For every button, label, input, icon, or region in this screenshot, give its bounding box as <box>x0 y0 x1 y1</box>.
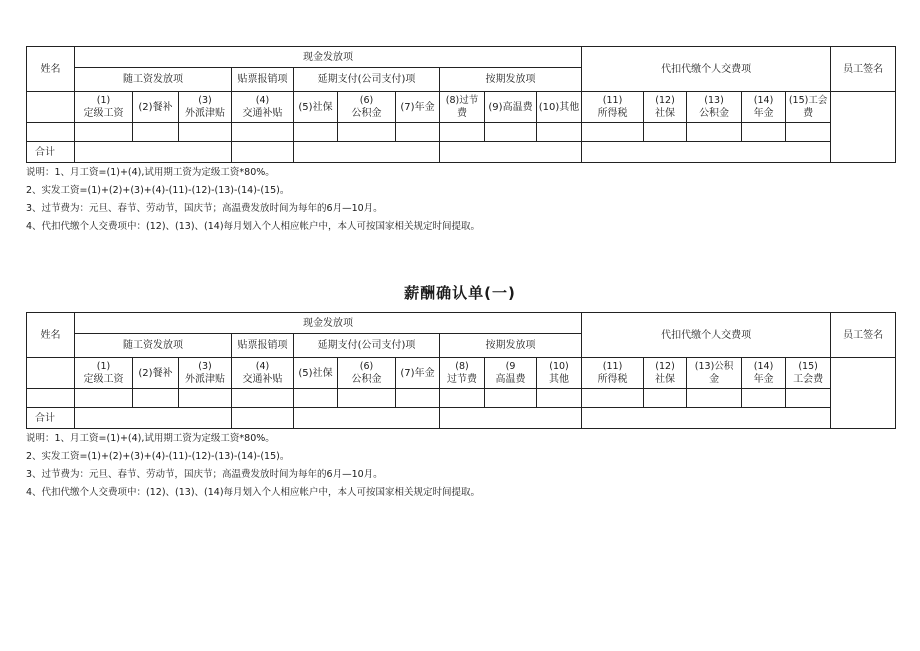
scheduled-items-header: 按期发放项 <box>440 334 582 358</box>
item-header: (3) 外派津贴 <box>179 358 232 389</box>
value-cell[interactable] <box>687 389 742 408</box>
note-line: 4、代扣代缴个人交费项中：(12)、(13)、(14)每月划入个人相应帐户中，本人可按国家相关规定时间提取。 <box>26 221 481 232</box>
item-header: (9)高温费 <box>485 92 537 123</box>
salary-grid-1 <box>26 46 896 163</box>
signature-header: 员工签名 <box>831 313 896 358</box>
value-cell[interactable] <box>786 389 831 408</box>
value-cell[interactable] <box>75 389 133 408</box>
value-cell[interactable] <box>133 389 179 408</box>
value-cell[interactable] <box>338 123 396 142</box>
name-blank-cell <box>27 358 75 389</box>
item-header: (14) 年金 <box>742 92 786 123</box>
item-header: (9 高温费 <box>485 358 537 389</box>
note-line: 3、过节费为：元旦、春节、劳动节，国庆节；高温费发放时间为每年的6月—10月。 <box>26 203 383 214</box>
value-cell[interactable] <box>179 389 232 408</box>
value-cell[interactable] <box>396 123 440 142</box>
wage-items-header: 随工资发放项 <box>75 334 232 358</box>
value-cell[interactable] <box>440 389 485 408</box>
item-header: (15) 工会费 <box>786 358 831 389</box>
total-wage-cell[interactable] <box>75 408 232 429</box>
name-blank-cell <box>27 92 75 123</box>
salary-grid-2 <box>26 312 896 429</box>
value-cell[interactable] <box>294 389 338 408</box>
name-header: 姓名 <box>27 47 75 92</box>
total-wage-cell[interactable] <box>75 142 232 163</box>
value-cell[interactable] <box>440 123 485 142</box>
deferred-items-header: 延期支付(公司支付)项 <box>294 68 440 92</box>
item-header: (15)工会 费 <box>786 92 831 123</box>
value-cell[interactable] <box>537 389 582 408</box>
item-header: (14) 年金 <box>742 358 786 389</box>
item-header: (3) 外派津贴 <box>179 92 232 123</box>
value-cell[interactable] <box>485 123 537 142</box>
item-header: (2)餐补 <box>133 92 179 123</box>
value-cell[interactable] <box>644 389 687 408</box>
signature-cell[interactable] <box>831 358 896 429</box>
note-line: 说明：1、月工资=(1)+(4),试用期工资为定级工资*80%。 <box>26 167 275 178</box>
note-line: 3、过节费为：元旦、春节、劳动节，国庆节；高温费发放时间为每年的6月—10月。 <box>26 469 383 480</box>
value-cell[interactable] <box>179 123 232 142</box>
item-header: (7)年金 <box>396 358 440 389</box>
deferred-items-header: 延期支付(公司支付)项 <box>294 334 440 358</box>
value-cell[interactable] <box>687 123 742 142</box>
total-deferred-cell[interactable] <box>294 142 440 163</box>
item-header: (4) 交通补贴 <box>232 92 294 123</box>
notes-1 <box>26 164 891 236</box>
value-cell[interactable] <box>232 389 294 408</box>
page-title: 薪酬确认单(一) <box>404 284 516 302</box>
withholding-header: 代扣代缴个人交费项 <box>582 313 831 358</box>
salary-table-1 <box>26 46 891 236</box>
item-header: (12) 社保 <box>644 92 687 123</box>
total-ticket-cell[interactable] <box>232 408 294 429</box>
item-header: (7)年金 <box>396 92 440 123</box>
item-header: (11) 所得税 <box>582 358 644 389</box>
total-deferred-cell[interactable] <box>294 408 440 429</box>
item-header: (10) 其他 <box>537 358 582 389</box>
note-line: 4、代扣代缴个人交费项中：(12)、(13)、(14)每月划入个人相应帐户中，本人可按国家相关规定时间提取。 <box>26 487 481 498</box>
ticket-items-header: 贴票报销项 <box>232 334 294 358</box>
total-label: 合计 <box>27 408 75 429</box>
value-cell[interactable] <box>294 123 338 142</box>
item-header: (11) 所得税 <box>582 92 644 123</box>
item-header: (5)社保 <box>294 358 338 389</box>
total-scheduled-cell[interactable] <box>440 142 582 163</box>
cash-items-header: 现金发放项 <box>75 47 582 68</box>
value-cell[interactable] <box>742 389 786 408</box>
wage-items-header: 随工资发放项 <box>75 68 232 92</box>
value-cell[interactable] <box>485 389 537 408</box>
value-cell[interactable] <box>537 123 582 142</box>
signature-cell[interactable] <box>831 92 896 163</box>
item-header: (12) 社保 <box>644 358 687 389</box>
note-line: 2、实发工资=(1)+(2)+(3)+(4)-(11)-(12)-(13)-(14)-(15)。 <box>26 185 290 196</box>
notes-2 <box>26 430 891 502</box>
value-cell[interactable] <box>232 123 294 142</box>
value-cell[interactable] <box>582 123 644 142</box>
cash-items-header: 现金发放项 <box>75 313 582 334</box>
ticket-items-header: 贴票报销项 <box>232 68 294 92</box>
value-cell[interactable] <box>75 123 133 142</box>
total-ticket-cell[interactable] <box>232 142 294 163</box>
item-header: (5)社保 <box>294 92 338 123</box>
item-header: (10)其他 <box>537 92 582 123</box>
note-line: 说明：1、月工资=(1)+(4),试用期工资为定级工资*80%。 <box>26 433 275 444</box>
value-cell[interactable] <box>582 389 644 408</box>
item-header: (8)过节 费 <box>440 92 485 123</box>
item-header: (4) 交通补贴 <box>232 358 294 389</box>
item-header: (2)餐补 <box>133 358 179 389</box>
value-cell[interactable] <box>786 123 831 142</box>
salary-table-2 <box>26 312 891 502</box>
scheduled-items-header: 按期发放项 <box>440 68 582 92</box>
item-header: (6) 公积金 <box>338 92 396 123</box>
item-header: (6) 公积金 <box>338 358 396 389</box>
item-header: (1) 定级工资 <box>75 92 133 123</box>
item-header: (1) 定级工资 <box>75 358 133 389</box>
item-header: (13) 公积金 <box>687 92 742 123</box>
value-cell[interactable] <box>644 123 687 142</box>
employee-name-cell[interactable] <box>27 389 75 408</box>
value-cell[interactable] <box>742 123 786 142</box>
value-cell[interactable] <box>338 389 396 408</box>
note-line: 2、实发工资=(1)+(2)+(3)+(4)-(11)-(12)-(13)-(14)-(15)。 <box>26 451 290 462</box>
total-label: 合计 <box>27 142 75 163</box>
item-header: (13)公积 金 <box>687 358 742 389</box>
name-header: 姓名 <box>27 313 75 358</box>
total-withholding-cell[interactable] <box>582 408 831 429</box>
signature-header: 员工签名 <box>831 47 896 92</box>
total-withholding-cell[interactable] <box>582 142 831 163</box>
item-header: (8) 过节费 <box>440 358 485 389</box>
value-cell[interactable] <box>396 389 440 408</box>
total-scheduled-cell[interactable] <box>440 408 582 429</box>
withholding-header: 代扣代缴个人交费项 <box>582 47 831 92</box>
value-cell[interactable] <box>133 123 179 142</box>
employee-name-cell[interactable] <box>27 123 75 142</box>
